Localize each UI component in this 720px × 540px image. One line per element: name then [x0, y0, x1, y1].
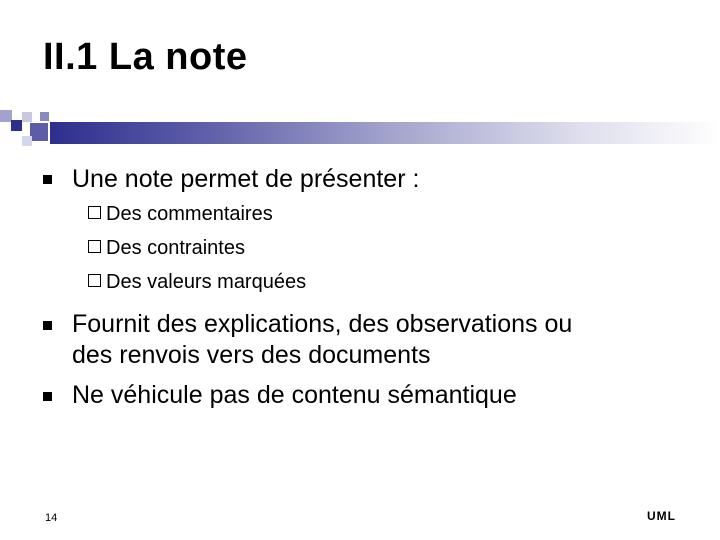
bullet-marker	[43, 175, 52, 184]
slide-title: II.1 La note	[43, 36, 248, 78]
subitem-text: Des contraintes	[106, 237, 245, 259]
footer-logo: UML	[647, 509, 676, 523]
subitem-text: Des valeurs marquées	[106, 271, 307, 293]
bullet-text-line: Fournit des explications, des observations ou	[72, 310, 573, 338]
deco-square	[22, 136, 32, 146]
checkbox-icon	[88, 274, 101, 287]
page-number: 14	[45, 512, 58, 524]
bullet-marker	[43, 392, 52, 401]
subitem	[88, 236, 245, 260]
bullet-text: Une note permet de présenter :	[72, 165, 420, 193]
deco-square	[30, 123, 48, 141]
deco-square	[11, 120, 22, 131]
deco-square	[40, 112, 49, 121]
bullet-text: Ne véhicule pas de contenu sémantique	[72, 381, 517, 409]
header-gradient-bar	[50, 122, 720, 144]
checkbox-icon	[88, 240, 101, 253]
checkbox-icon	[88, 206, 101, 219]
subitem	[88, 202, 273, 226]
deco-square	[22, 112, 32, 122]
subitem-text: Des commentaires	[106, 203, 273, 225]
bullet-text-line: des renvois vers des documents	[72, 341, 431, 369]
subitem	[88, 270, 306, 294]
bullet-marker	[43, 321, 52, 330]
